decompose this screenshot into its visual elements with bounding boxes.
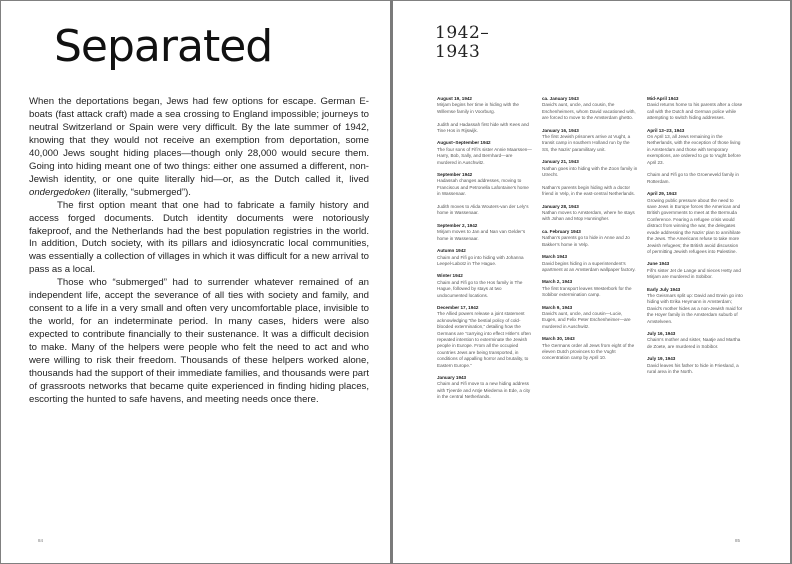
timeline-text: On April 13, all Jews remaining in the Netherlands, with the exception of those living in Amsterdam and those with temporary exemptions, are ordered to go to Vught before April 23. bbox=[647, 134, 741, 165]
timeline-date: March 2, 1943 bbox=[542, 279, 573, 285]
timeline-date: April 29, 1943 bbox=[647, 191, 677, 197]
timeline-text: Growing public pressure about the need to save Jews in Europe forces the American and British governments to meet at the Bermuda Conference. Fearing a refugee crisis would distract from winning the war, the delegates evade addressing the Nazis’ plan to annihilate the Jews. The Americans refuse to take more Jewish refugees; the British avoid discussion of permitting Jewish refugees into Palestine. bbox=[647, 197, 741, 254]
timeline-date: Autumn 1942 bbox=[437, 248, 466, 254]
timeline-text: David begins hiding in a superintendent’s apartment at an Amsterdam wallpaper factory. bbox=[542, 260, 636, 272]
timeline-text: Chaim’s mother and sister, Naatje and Martha de Zoete, are murdered in Sobibor. bbox=[647, 337, 741, 349]
timeline-date: January 1943 bbox=[437, 375, 467, 380]
timeline-date: January 28, 1943 bbox=[542, 203, 579, 209]
timeline-entry bbox=[437, 96, 533, 134]
timeline-date: July 19, 1943 bbox=[647, 356, 676, 362]
right-page bbox=[393, 1, 790, 563]
timeline-years bbox=[435, 24, 489, 62]
timeline-text: Nathan’s parents begin hiding with a doctor friend in Velp, in the east-central Netherlands. bbox=[542, 184, 635, 197]
timeline-text: The Geismars split up: David and Erwin go into hiding with Erika Heymann in Amsterdam; David’s mother hides as a non-Jewish maid for the Hoyer family in the Amsterdam suburb of Amstelveen. bbox=[647, 292, 743, 324]
timeline-entry bbox=[647, 287, 743, 325]
timeline-entry bbox=[542, 254, 638, 273]
timeline-entry bbox=[647, 356, 743, 375]
timeline-date: August 19, 1942 bbox=[437, 96, 472, 101]
timeline-text: Nathan moves to Amsterdam, where he stays with Johan and Mop Hunningher. bbox=[542, 210, 635, 222]
timeline-entry bbox=[437, 375, 533, 401]
timeline-date: January 21, 1943 bbox=[542, 159, 579, 165]
timeline-date: Early July 1943 bbox=[647, 286, 681, 292]
body-paragraph: The first option meant that one had to fabricate a family history and access forged documents. Dutch identity documents were notoriously fakeproof, and the Netherlands had the best population registries in the world. In addition, Dutch society, with its pillars and idiosyncratic local communities, was essentially a collection of villages in which it was difficult for a new arrival to pass as a local. bbox=[29, 199, 369, 276]
year-start: 1942– bbox=[435, 23, 490, 43]
timeline-text: Chaim and Fifi go to the Groeneveld family in Rotterdam. bbox=[647, 172, 739, 184]
page-number: 85 bbox=[734, 538, 740, 543]
timeline-date: July 16, 1943 bbox=[647, 330, 676, 336]
timeline-text: Judith moves to Alida Wouters-van der Lely’s home in Wassenaar. bbox=[437, 204, 529, 216]
page-number: 84 bbox=[38, 538, 44, 543]
timeline-entry bbox=[647, 96, 743, 122]
timeline-entry bbox=[437, 248, 533, 267]
timeline-entry bbox=[647, 331, 743, 350]
timeline-text: The Germans order all Jews from eight of the eleven Dutch provinces to the Vught concentration camp by April 10. bbox=[542, 342, 635, 361]
year-end: 1943 bbox=[435, 42, 481, 62]
body-paragraph: When the deportations began, Jews had few options for escape. German E-boats (fast attack craft) made a sea crossing to England impossible; journeys to neutral Switzerland or Spain were very difficult. By the late summer of 1942, knowing that they would not receive an exemption from deportation, some 40,000 Jews sought hiding places—though only 28,000 would secure them. Going into hiding meant one of two things: either one assumed a different, non-Jewish identity, or one quite literally hid—or, as the Dutch called it, lived ondergedoken (literally, “submerged”). bbox=[29, 96, 369, 198]
timeline-date: June 1943 bbox=[647, 261, 670, 267]
left-page bbox=[1, 1, 390, 563]
timeline-entry bbox=[437, 172, 533, 217]
timeline-text: David’s aunt, uncle, and cousin—Lucie, Eugen, and Felix Peter Eschenheimer—are murdered in Auschwitz. bbox=[542, 310, 631, 329]
timeline-text: Mirjam moves to Jan and Nan van Gelder’s home in Wassenaar. bbox=[437, 229, 526, 241]
timeline-entry bbox=[647, 128, 743, 186]
timeline-date: January 16, 1943 bbox=[542, 127, 579, 133]
timeline-column bbox=[542, 96, 638, 368]
timeline-text: Chaim and Fifi go to the Hos family in The Hague, followed by stays at two undocumented locations. bbox=[437, 279, 523, 298]
timeline-entry bbox=[647, 261, 743, 280]
timeline-text: The first Jewish prisoners arrive at Vught, a transit camp in southern Holland run by the SS, the Nazis’ paramilitary unit. bbox=[542, 134, 631, 152]
body-text bbox=[29, 96, 369, 407]
timeline-date: ca. January 1943 bbox=[542, 96, 579, 101]
timeline-column bbox=[437, 96, 533, 407]
timeline-column bbox=[647, 96, 743, 381]
timeline-entry bbox=[542, 96, 638, 122]
timeline-text: Chaim and Fifi move to a new hiding address with Tjeerde and Antje Miedema in Ede, a city in the central Netherlands. bbox=[437, 381, 531, 400]
timeline-entry bbox=[542, 305, 638, 331]
timeline-entry bbox=[437, 223, 533, 242]
timeline-date: August–September 1942 bbox=[437, 140, 491, 146]
timeline-date: Mid-April 1943 bbox=[647, 96, 679, 101]
timeline-entry bbox=[647, 191, 743, 255]
timeline-entry bbox=[437, 305, 533, 369]
timeline-entry bbox=[437, 140, 533, 166]
timeline-date: March 30, 1943 bbox=[542, 336, 575, 342]
timeline-text: David returns home to his parents after a close call with the Dutch and German police while attempting to switch hiding addresses. bbox=[647, 102, 743, 121]
timeline-text: Nathan’s parents go to hide in Anne and Jo Bakker’s home in Velp. bbox=[542, 235, 630, 247]
timeline-date: March 1943 bbox=[542, 254, 568, 260]
timeline-date: September 1942 bbox=[437, 172, 473, 178]
timeline-date: December 17, 1942 bbox=[437, 304, 479, 310]
timeline-text: Chaim and Fifi go into hiding with Johanna Leepel-Labotz in The Hague. bbox=[437, 254, 524, 266]
timeline-text: Mirjam begins her time in hiding with the Willemse family in Voorburg. bbox=[437, 102, 519, 114]
timeline-date: Winter 1942 bbox=[437, 273, 463, 279]
timeline-date: March 9, 1943 bbox=[542, 304, 573, 310]
timeline-text: Fifi’s sister Jet de Lange and nieces Hetty and Mirjam are murdered in Sobibor. bbox=[647, 267, 741, 280]
timeline-entry bbox=[542, 336, 638, 362]
body-paragraph: Those who “submerged” had to surrender whatever remained of an independent life, accept the severance of all ties with society and family, and consent to a life in a very small and often very uncomfortable place, invisible to the world, for an indeterminate period. In many cases, hiders were also expected to contribute financially to their sustenance. It was a difficult decision to make. Many of the helpers were people who felt the need to act and who were willing to risk their freedom. Thousands of these helpers worked alone, thousands had the support of their immediate families, and thousands were part of grassroots networks that became quite experienced in finding hiding places, escorting the hunted to safe havens, and meeting needs once there. bbox=[29, 277, 369, 405]
timeline-date: ca. February 1943 bbox=[542, 228, 581, 234]
timeline-entry bbox=[542, 279, 638, 298]
timeline-text: Hadassah changes addresses, moving to Franciscus and Petronella Lafontaine’s home in Wassenaar. bbox=[437, 178, 529, 197]
timeline-entry bbox=[542, 128, 638, 154]
timeline-text: David leaves his father to hide in Friesland, a rural area in the North. bbox=[647, 362, 739, 375]
timeline-text: The first transport leaves Westerbork for the Sobibor extermination camp. bbox=[542, 285, 632, 298]
chapter-title: Separated bbox=[54, 21, 273, 72]
timeline-entry bbox=[542, 159, 638, 197]
timeline-entry bbox=[437, 273, 533, 299]
timeline-text: Judith and Hadassah first hide with Kees and Tine Hos in Rijswijk. bbox=[437, 121, 529, 134]
timeline-date: April 13–23, 1943 bbox=[647, 127, 685, 133]
timeline-text: The Allied powers release a joint statement acknowledging “the bestial policy of cold-blooded extermination,” detailing how the Germans are “carrying into effect Hitler’s often repeated intention to exterminate the Jewish people in Europe. From all the occupied countries Jews are being transported, in conditions of appalling horror and brutality, to Eastern Europe.” bbox=[437, 311, 531, 368]
timeline-entry bbox=[542, 229, 638, 248]
timeline-entry bbox=[542, 204, 638, 223]
timeline-text: The four sons of Fifi’s sister Annie Maarssen—Harry, Bob, Sally, and Bernhard—are murdered in Auschwitz. bbox=[437, 146, 532, 165]
timeline-text: Nathan goes into hiding with the Zoon family in Utrecht. bbox=[542, 165, 638, 178]
timeline-date: September 2, 1942 bbox=[437, 222, 478, 228]
timeline-text: David’s aunt, uncle, and cousin, the Eschenheimers, whom David vacationed with, are forced to move to the Amsterdam ghetto. bbox=[542, 102, 636, 121]
